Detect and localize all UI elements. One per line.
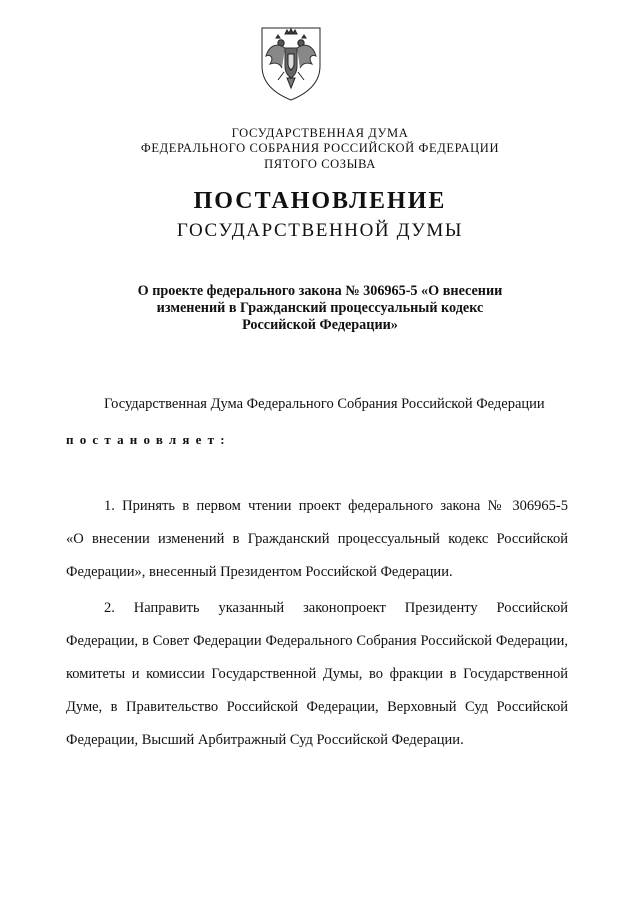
header-line-1: ГОСУДАРСТВЕННАЯ ДУМА: [231, 126, 409, 140]
paragraph-1: [66, 490, 568, 589]
subject-line: О проекте федерального закона № 306965-5 «О внесении: [137, 283, 503, 299]
preamble-text: Государственная Дума Федерального Собрания Российской Федерации: [104, 396, 545, 412]
subject-heading: [80, 283, 560, 334]
document-title: ПОСТАНОВЛЕНИЕ: [193, 188, 447, 214]
paragraph-line: 2. Направить указанный законопроект Президенту Российской: [104, 600, 568, 616]
paragraph-2: [66, 592, 568, 757]
coat-of-arms-icon: [256, 22, 326, 102]
paragraph-line: Федерации, Высший Арбитражный Суд Российской Федерации.: [66, 732, 464, 748]
subject-line: Российской Федерации»: [242, 317, 398, 333]
decree-word: постановляет:: [66, 432, 231, 447]
paragraph-line: Думе, в Правительство Российской Федерации, Верховный Суд Российской: [66, 699, 568, 715]
header-line-2: ФЕДЕРАЛЬНОГО СОБРАНИЯ РОССИЙСКОЙ ФЕДЕРАЦИИ: [140, 141, 500, 155]
paragraph-line: Федерации, в Совет Федерации Федерального Собрания Российской Федерации,: [66, 633, 568, 649]
subject-line: изменений в Гражданский процессуальный кодекс: [156, 300, 484, 316]
paragraph-line: комитеты и комиссии Государственной Думы, во фракции в Государственной: [66, 666, 568, 682]
document-subtitle: ГОСУДАРСТВЕННОЙ ДУМЫ: [176, 220, 464, 241]
paragraph-line: 1. Принять в первом чтении проект федерального закона № 306965-5: [104, 498, 568, 514]
header-line-3: ПЯТОГО СОЗЫВА: [264, 157, 376, 171]
paragraph-line: Федерации», внесенный Президентом Российской Федерации.: [66, 564, 453, 580]
paragraph-line: «О внесении изменений в Гражданский процессуальный кодекс Российской: [66, 531, 568, 547]
